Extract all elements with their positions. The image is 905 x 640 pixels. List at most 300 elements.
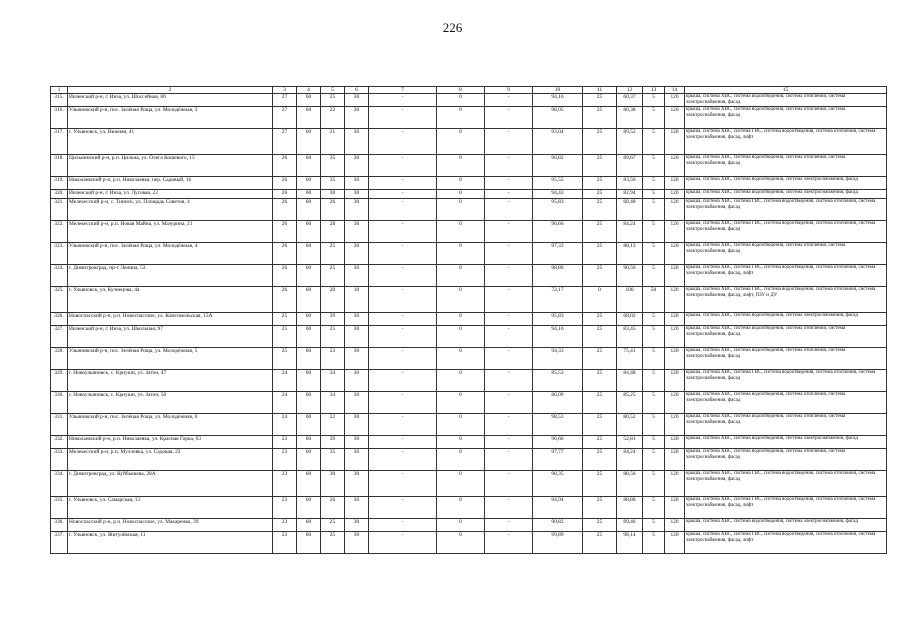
value-cell: 98,53 [533, 414, 583, 436]
value-cell: 5 [643, 190, 665, 199]
value-cell: 84,48 [617, 370, 643, 392]
address-cell: Цильнинский р-н, р.п. Цильна, ул. Олега Кошевого, 15 [68, 155, 273, 177]
value-cell: 60 [297, 392, 321, 414]
value-cell: 25 [273, 326, 297, 348]
table-row [51, 221, 887, 243]
works-cell: крыша, система ХВС, система водоотведения, система электроснабжения, фасад [685, 519, 887, 532]
table-row [51, 449, 887, 471]
value-cell: - [369, 199, 437, 221]
column-header: 10 [533, 87, 583, 94]
value-cell: 30 [321, 190, 345, 199]
column-header: 12 [617, 87, 643, 94]
value-cell: 30 [345, 107, 369, 129]
value-cell: 23 [273, 436, 297, 449]
value-cell: 30 [345, 190, 369, 199]
address-cell: Ульяновский р-н, пос. Зелёная Роща, ул. Молодёжная, 6 [68, 414, 273, 436]
value-cell: - [485, 265, 533, 287]
works-cell: крыша, система ХВС, система ГВС, система водоотведения, система отопления, система электроснабжения, фасад, лифт [685, 532, 887, 554]
value-cell: 25 [321, 519, 345, 532]
value-cell: 120 [665, 190, 685, 199]
value-cell: 89,46 [617, 519, 643, 532]
value-cell: 22 [321, 414, 345, 436]
value-cell: 90,82 [533, 155, 583, 177]
value-cell: - [485, 190, 533, 199]
table-row [51, 243, 887, 265]
row-number: 332. [51, 436, 68, 449]
value-cell: - [485, 129, 533, 155]
column-header: 9 [485, 87, 533, 94]
row-number: 326. [51, 313, 68, 326]
value-cell: 60 [297, 155, 321, 177]
value-cell: 26 [321, 199, 345, 221]
value-cell: 120 [665, 265, 685, 287]
value-cell: 25 [321, 94, 345, 107]
value-cell: 25 [583, 370, 617, 392]
column-header: 3 [273, 87, 297, 94]
value-cell: 94,16 [533, 326, 583, 348]
value-cell: 60,37 [617, 94, 643, 107]
value-cell: 89,67 [617, 155, 643, 177]
value-cell: 83,56 [617, 177, 643, 190]
value-cell: 0 [437, 107, 485, 129]
value-cell: - [369, 348, 437, 370]
value-cell: 30 [345, 94, 369, 107]
value-cell: - [369, 497, 437, 519]
value-cell: 88,88 [617, 497, 643, 519]
works-cell: крыша, система ХВС, система водоотведения, система отопления, система электроснабжения, фасад [685, 94, 887, 107]
value-cell: 25 [583, 471, 617, 497]
value-cell: 25 [583, 497, 617, 519]
value-cell: 82,94 [617, 190, 643, 199]
value-cell: 85,53 [533, 370, 583, 392]
value-cell: 98,80 [533, 265, 583, 287]
value-cell: 25 [583, 436, 617, 449]
value-cell: 120 [665, 199, 685, 221]
column-header: 15 [685, 87, 887, 94]
row-number: 331. [51, 414, 68, 436]
value-cell: 60 [297, 287, 321, 313]
value-cell: - [369, 177, 437, 190]
value-cell: 94,43 [533, 190, 583, 199]
value-cell: 94,94 [533, 497, 583, 519]
value-cell: 25 [583, 243, 617, 265]
address-cell: Новоспасский р-н, р.п. Новоспасское, ул. Макаренко, 39 [68, 519, 273, 532]
value-cell: 0 [437, 497, 485, 519]
value-cell: 0 [437, 313, 485, 326]
value-cell: 120 [665, 243, 685, 265]
value-cell: 30 [345, 177, 369, 190]
works-cell: крыша, система ХВС, система ГВС, система водоотведения, система отопления, система электроснабжения, фасад [685, 370, 887, 392]
value-cell: 23 [273, 471, 297, 497]
value-cell: 25 [583, 449, 617, 471]
works-cell: крыша, система ХВС, система водоотведения, система отопления, система электроснабжения, фасад [685, 155, 887, 177]
value-cell: 25 [583, 519, 617, 532]
column-header: 14 [665, 87, 685, 94]
value-cell: - [485, 326, 533, 348]
row-number: 318. [51, 155, 68, 177]
address-cell: Инзенский р-н, г. Инза, ул. Шоссейная, 80 [68, 94, 273, 107]
value-cell: 88,56 [617, 471, 643, 497]
value-cell: 120 [665, 436, 685, 449]
value-cell: - [369, 449, 437, 471]
row-number: 317. [51, 129, 68, 155]
value-cell: 100 [617, 287, 643, 313]
value-cell: 5 [643, 532, 665, 554]
value-cell: 96,66 [533, 436, 583, 449]
value-cell: 26 [273, 287, 297, 313]
value-cell: 30 [345, 348, 369, 370]
value-cell: 60 [297, 348, 321, 370]
row-number: 330. [51, 392, 68, 414]
value-cell: 26 [273, 199, 297, 221]
address-cell: г. Ульяновск, ул. Нижняя, 41 [68, 129, 273, 155]
address-cell: г. Ульяновск, ул. Самарская, 13 [68, 497, 273, 519]
table-row [51, 155, 887, 177]
data-table-container [50, 86, 886, 554]
table-row [51, 177, 887, 190]
value-cell: 97,77 [533, 449, 583, 471]
row-number: 316. [51, 107, 68, 129]
value-cell: 60 [297, 94, 321, 107]
value-cell: 30 [345, 370, 369, 392]
value-cell: 39 [321, 313, 345, 326]
value-cell: 30 [345, 449, 369, 471]
table-row [51, 497, 887, 519]
value-cell: 94,16 [533, 94, 583, 107]
address-cell: Новоспасский р-н, р.п. Новоспасское, ул. Комсомольская, 13А [68, 313, 273, 326]
value-cell: 24 [273, 392, 297, 414]
value-cell: - [485, 497, 533, 519]
address-cell: Ульяновский р-н, пос. Зелёная Роща, ул. Молодёжная, 5 [68, 348, 273, 370]
value-cell: 98,14 [617, 532, 643, 554]
value-cell: - [369, 155, 437, 177]
value-cell: - [369, 392, 437, 414]
value-cell: 35 [321, 177, 345, 190]
value-cell: 5 [643, 107, 665, 129]
value-cell: 60 [297, 190, 321, 199]
value-cell: - [369, 326, 437, 348]
value-cell: 30 [345, 243, 369, 265]
column-header: 7 [369, 87, 437, 94]
value-cell: 5 [643, 265, 665, 287]
value-cell: 5 [643, 348, 665, 370]
value-cell: 24 [273, 370, 297, 392]
value-cell: 120 [665, 519, 685, 532]
value-cell: 30 [345, 326, 369, 348]
value-cell: 25 [321, 532, 345, 554]
value-cell: 5 [643, 449, 665, 471]
value-cell: - [485, 471, 533, 497]
works-cell: крыша, система ХВС, система ГВС, система водоотведения, система отопления, система электроснабжения, фасад [685, 199, 887, 221]
works-cell: крыша, система ХВС, система водоотведения, система электроснабжения, фасад [685, 436, 887, 449]
value-cell: 60 [297, 497, 321, 519]
value-cell: 5 [643, 471, 665, 497]
value-cell: - [369, 221, 437, 243]
value-cell: 25 [583, 129, 617, 155]
table-row [51, 532, 887, 554]
value-cell: 68,48 [617, 199, 643, 221]
works-cell: крыша, система ХВС, система водоотведения, система отопления, система электроснабжения, фасад [685, 326, 887, 348]
value-cell: 86,09 [533, 392, 583, 414]
value-cell: 60 [297, 221, 321, 243]
value-cell: 30 [321, 471, 345, 497]
value-cell: 60 [297, 107, 321, 129]
value-cell: - [485, 392, 533, 414]
address-cell: Мелекесский р-н, с. Тиинск, ул. Площадь Советов, 4 [68, 199, 273, 221]
value-cell: 0 [437, 221, 485, 243]
value-cell: 30 [345, 497, 369, 519]
value-cell: 30 [345, 155, 369, 177]
value-cell: 25 [583, 199, 617, 221]
column-header: 13 [643, 87, 665, 94]
table-row [51, 370, 887, 392]
value-cell: 30 [345, 392, 369, 414]
value-cell: 25 [583, 107, 617, 129]
value-cell: 0 [437, 348, 485, 370]
value-cell: 120 [665, 107, 685, 129]
value-cell: - [485, 532, 533, 554]
value-cell: 96,66 [533, 221, 583, 243]
value-cell: - [485, 449, 533, 471]
value-cell: 0 [437, 265, 485, 287]
value-cell: 60 [297, 313, 321, 326]
value-cell: 0 [437, 177, 485, 190]
value-cell: 0 [437, 519, 485, 532]
value-cell: 85,25 [617, 392, 643, 414]
value-cell: - [485, 348, 533, 370]
value-cell: 25 [583, 177, 617, 190]
value-cell: 120 [665, 326, 685, 348]
value-cell: 27 [273, 107, 297, 129]
page-number: 226 [442, 20, 463, 35]
table-row [51, 199, 887, 221]
value-cell: 34 [321, 392, 345, 414]
value-cell: 50 [643, 287, 665, 313]
value-cell: 0 [437, 129, 485, 155]
value-cell: 24 [273, 414, 297, 436]
value-cell: 94,33 [533, 348, 583, 370]
works-cell: крыша, система ХВС, система водоотведения, система отопления, система электроснабжения, фасад [685, 348, 887, 370]
value-cell: 120 [665, 449, 685, 471]
value-cell: 30 [345, 436, 369, 449]
works-cell: крыша, система ХВС, система ГВС, система водоотведения, система отопления, система электроснабжения, фасад, лифт, ПЗУ и ДУ [685, 287, 887, 313]
table-row [51, 414, 887, 436]
value-cell: 84,24 [617, 449, 643, 471]
value-cell: - [369, 265, 437, 287]
value-cell: 25 [321, 265, 345, 287]
table-row [51, 265, 887, 287]
works-cell: крыша, система ХВС, система водоотведения, система отопления, система электроснабжения, фасад [685, 243, 887, 265]
value-cell: 0 [437, 392, 485, 414]
value-cell: 25 [583, 532, 617, 554]
works-cell: крыша, система ХВС, система водоотведения, система отопления, система электроснабжения, фасад [685, 107, 887, 129]
value-cell: 30 [345, 265, 369, 287]
value-cell: 35 [321, 155, 345, 177]
value-cell: 0 [437, 155, 485, 177]
value-cell: 120 [665, 177, 685, 190]
value-cell: 25 [583, 221, 617, 243]
value-cell: 5 [643, 243, 665, 265]
row-number: 325. [51, 287, 68, 313]
row-number: 337. [51, 532, 68, 554]
value-cell: 60 [297, 177, 321, 190]
address-cell: Мелекесский р-н, р.п. Новая Майна, ул. Мазурина, 21 [68, 221, 273, 243]
table-row [51, 471, 887, 497]
value-cell: 0 [437, 199, 485, 221]
address-cell: г. Димитровград, ул. Куйбышева, 28А [68, 471, 273, 497]
value-cell: - [369, 532, 437, 554]
value-cell: 95,83 [533, 313, 583, 326]
value-cell: 23 [273, 519, 297, 532]
value-cell: 30 [345, 532, 369, 554]
value-cell: 26 [321, 497, 345, 519]
value-cell: 120 [665, 392, 685, 414]
value-cell: 25 [583, 392, 617, 414]
value-cell: 30 [345, 221, 369, 243]
value-cell: 28 [321, 221, 345, 243]
value-cell: 120 [665, 471, 685, 497]
value-cell: 120 [665, 221, 685, 243]
value-cell: 30 [345, 129, 369, 155]
row-number: 320. [51, 190, 68, 199]
value-cell: 25 [583, 155, 617, 177]
value-cell: 30 [345, 471, 369, 497]
value-cell: 23 [273, 497, 297, 519]
table-row [51, 519, 887, 532]
value-cell: 0 [437, 449, 485, 471]
address-cell: Ульяновский р-н, пос. Зелёная Роща, ул. Молодёжная, 4 [68, 243, 273, 265]
row-number: 336. [51, 519, 68, 532]
value-cell: - [369, 287, 437, 313]
value-cell: 88,13 [617, 243, 643, 265]
table-row [51, 348, 887, 370]
value-cell: 60 [297, 129, 321, 155]
value-cell: 120 [665, 94, 685, 107]
column-header: 2 [68, 87, 273, 94]
value-cell: 23 [273, 449, 297, 471]
value-cell: 120 [665, 129, 685, 155]
value-cell: 120 [665, 348, 685, 370]
works-cell: крыша, система ХВС, система водоотведения, система электроснабжения, фасад [685, 177, 887, 190]
value-cell: 60 [297, 436, 321, 449]
value-cell: 95,83 [533, 199, 583, 221]
value-cell: 120 [665, 155, 685, 177]
row-number: 335. [51, 497, 68, 519]
row-number: 322. [51, 221, 68, 243]
data-table [50, 86, 887, 554]
value-cell: 120 [665, 370, 685, 392]
value-cell: 26 [273, 155, 297, 177]
row-number: 333. [51, 449, 68, 471]
value-cell: - [369, 471, 437, 497]
value-cell: 75,41 [617, 348, 643, 370]
value-cell: 30 [345, 414, 369, 436]
value-cell: 39 [321, 436, 345, 449]
value-cell: 0 [437, 94, 485, 107]
value-cell: 25 [273, 313, 297, 326]
table-row [51, 94, 887, 107]
works-cell: крыша, система ХВС, система водоотведения, система отопления, система электроснабжения, фасад [685, 449, 887, 471]
address-cell: г. Новоульяновск, с. Криуши, ул. Затон, 47 [68, 370, 273, 392]
value-cell: 22 [321, 107, 345, 129]
value-cell: 35 [321, 449, 345, 471]
value-cell: - [485, 519, 533, 532]
value-cell: 5 [643, 177, 665, 190]
value-cell: 0 [437, 436, 485, 449]
column-header: 4 [297, 87, 321, 94]
value-cell: - [485, 313, 533, 326]
value-cell: 25 [583, 414, 617, 436]
value-cell: - [485, 177, 533, 190]
table-row [51, 313, 887, 326]
row-number: 324. [51, 265, 68, 287]
value-cell: 120 [665, 414, 685, 436]
value-cell: 25 [583, 265, 617, 287]
value-cell: 60 [297, 326, 321, 348]
value-cell: 26 [273, 177, 297, 190]
table-body [51, 94, 887, 554]
column-header: 6 [345, 87, 369, 94]
table-row [51, 436, 887, 449]
table-row [51, 326, 887, 348]
value-cell: 20 [321, 287, 345, 313]
works-cell: крыша, система ХВС, система ГВС, система водоотведения, система отопления, система электроснабжения, фасад [685, 471, 887, 497]
address-cell: г. Ульяновск, ул. Жигулёвская, 11 [68, 532, 273, 554]
table-row [51, 107, 887, 129]
value-cell: 25 [583, 326, 617, 348]
value-cell: 120 [665, 313, 685, 326]
value-cell: 60 [297, 471, 321, 497]
value-cell: - [369, 370, 437, 392]
table-row [51, 129, 887, 155]
value-cell: 60 [297, 519, 321, 532]
value-cell: 26 [273, 190, 297, 199]
value-cell: 25 [273, 348, 297, 370]
works-cell: крыша, система ХВС, система водоотведения, система электроснабжения, фасад [685, 313, 887, 326]
value-cell: 84,24 [617, 221, 643, 243]
value-cell: 5 [643, 199, 665, 221]
value-cell: - [485, 199, 533, 221]
works-cell: крыша, система ХВС, система ГВС, система водоотведения, система отопления, система электроснабжения, фасад, лифт [685, 265, 887, 287]
address-cell: Ульяновский р-н, пос. Зелёная Роща, ул. Молодёжная, 3 [68, 107, 273, 129]
value-cell: 99,89 [533, 532, 583, 554]
works-cell: крыша, система ХВС, система водоотведения, система отопления, система электроснабжения, фасад [685, 414, 887, 436]
value-cell: 83,45 [617, 326, 643, 348]
value-cell: - [369, 414, 437, 436]
value-cell: 60 [297, 265, 321, 287]
works-cell: крыша, система ХВС, система ГВС, система водоотведения, система отопления, система электроснабжения, фасад [685, 221, 887, 243]
value-cell: 120 [665, 497, 685, 519]
value-cell: 23 [321, 348, 345, 370]
value-cell: 120 [665, 287, 685, 313]
table-row [51, 287, 887, 313]
value-cell: - [369, 519, 437, 532]
value-cell: 95,55 [533, 177, 583, 190]
value-cell: 0 [437, 243, 485, 265]
value-cell: 5 [643, 436, 665, 449]
row-number: 327. [51, 326, 68, 348]
value-cell: 5 [643, 313, 665, 326]
value-cell: - [485, 94, 533, 107]
value-cell: 30 [345, 199, 369, 221]
value-cell: 25 [583, 94, 617, 107]
address-cell: г. Новоульяновск, с. Криуши, ул. Затон, 50 [68, 392, 273, 414]
value-cell: 25 [321, 243, 345, 265]
value-cell: 72,17 [533, 287, 583, 313]
row-number: 329. [51, 370, 68, 392]
value-cell: 5 [643, 392, 665, 414]
row-number: 334. [51, 471, 68, 497]
